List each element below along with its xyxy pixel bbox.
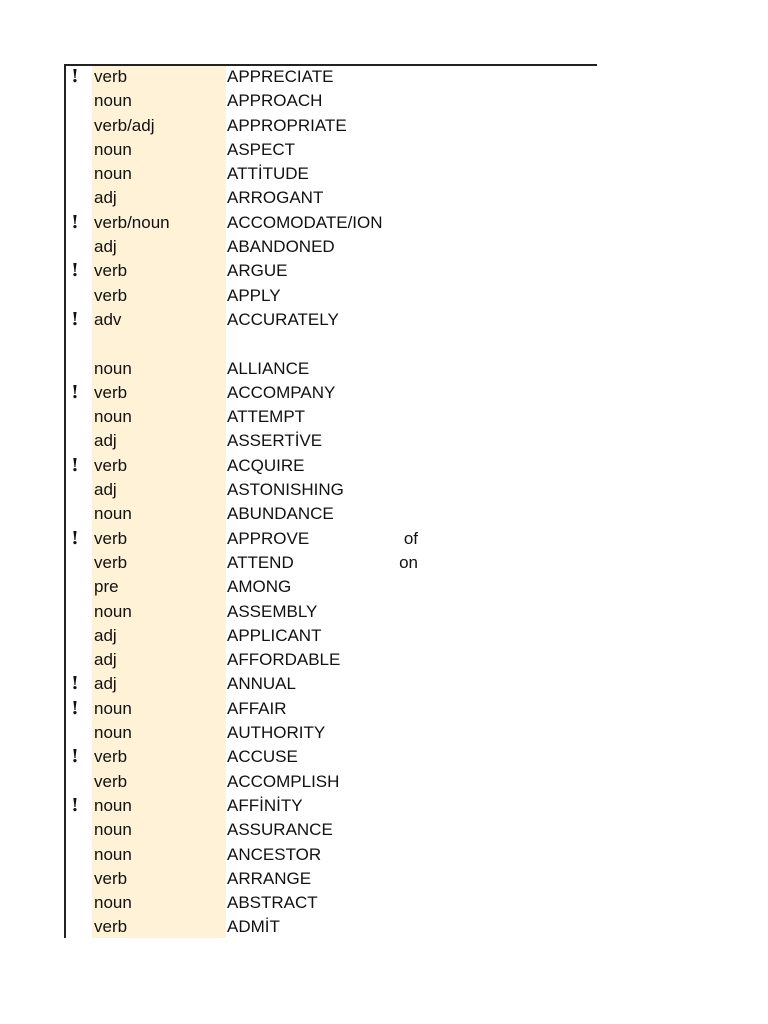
table-row xyxy=(66,405,596,429)
table-row xyxy=(66,211,596,235)
vocabulary-word: ALLIANCE xyxy=(227,358,310,378)
table-row xyxy=(66,624,596,648)
table-row xyxy=(66,891,596,915)
vocabulary-word: ACCUSE xyxy=(227,747,298,767)
part-of-speech: noun xyxy=(94,407,132,427)
part-of-speech: adj xyxy=(94,625,117,645)
part-of-speech: verb xyxy=(94,382,128,402)
table-row xyxy=(66,818,596,842)
part-of-speech: verb xyxy=(94,771,128,791)
vocabulary-word: ASTONISHING xyxy=(227,480,344,500)
important-mark: ! xyxy=(71,211,79,233)
part-of-speech: noun xyxy=(94,893,132,913)
important-mark: ! xyxy=(71,697,79,719)
important-mark: ! xyxy=(71,527,79,549)
vocabulary-word: APPROACH xyxy=(227,91,323,111)
vocabulary-word: ABSTRACT xyxy=(227,893,318,913)
part-of-speech: noun xyxy=(94,358,132,378)
table-row xyxy=(66,648,596,672)
table-row xyxy=(66,770,596,794)
table-row xyxy=(66,575,596,599)
part-of-speech: noun xyxy=(94,601,132,621)
table-row xyxy=(66,308,596,332)
vocabulary-word: ATTEND xyxy=(227,552,294,572)
table-row xyxy=(66,357,596,381)
important-mark: ! xyxy=(71,454,79,476)
part-of-speech: verb xyxy=(94,552,128,572)
part-of-speech: verb xyxy=(94,868,128,888)
vocabulary-word: ATTİTUDE xyxy=(227,164,309,184)
part-of-speech: adj xyxy=(94,480,117,500)
table-row xyxy=(66,89,596,113)
vocabulary-word: ACCOMPANY xyxy=(227,382,336,402)
part-of-speech: verb xyxy=(94,917,128,937)
part-of-speech: verb xyxy=(94,528,128,548)
table-row xyxy=(66,600,596,624)
table-row xyxy=(66,186,596,210)
part-of-speech: noun xyxy=(94,820,132,840)
part-of-speech: noun xyxy=(94,844,132,864)
table-row xyxy=(66,162,596,186)
part-of-speech: noun xyxy=(94,723,132,743)
part-of-speech: verb xyxy=(94,67,128,86)
part-of-speech: noun xyxy=(94,504,132,524)
part-of-speech: noun xyxy=(94,91,132,111)
table-row xyxy=(66,745,596,769)
vocabulary-word: ATTEMPT xyxy=(227,407,306,427)
part-of-speech: verb xyxy=(94,747,128,767)
vocabulary-word: APPROVE xyxy=(227,528,310,548)
part-of-speech: adj xyxy=(94,431,117,451)
vocabulary-word: APPLY xyxy=(227,285,281,305)
part-of-speech: adj xyxy=(94,188,117,208)
part-of-speech: noun xyxy=(94,698,132,718)
part-of-speech: verb/adj xyxy=(94,115,155,135)
preposition: of xyxy=(403,528,418,548)
table-row xyxy=(66,284,596,308)
important-mark: ! xyxy=(71,260,79,282)
part-of-speech: pre xyxy=(94,577,119,597)
vocabulary-word: ACCOMODATE/ION xyxy=(227,212,383,232)
part-of-speech: verb xyxy=(94,261,128,281)
vocabulary-word: ASSURANCE xyxy=(227,820,333,840)
vocabulary-word: APPRECIATE xyxy=(227,67,334,86)
part-of-speech: noun xyxy=(94,164,132,184)
vocabulary-word: AUTHORITY xyxy=(227,723,326,743)
vocabulary-word: AFFİNİTY xyxy=(227,795,303,815)
table-row xyxy=(66,721,596,745)
table-row xyxy=(66,259,596,283)
part-of-speech: verb xyxy=(94,285,128,305)
table-row xyxy=(66,114,596,138)
table-row xyxy=(66,138,596,162)
table-row xyxy=(66,381,596,405)
vocabulary-word: ACCURATELY xyxy=(227,309,339,329)
vocabulary-word: ANNUAL xyxy=(227,674,296,694)
table-row xyxy=(66,794,596,818)
table-row xyxy=(66,235,596,259)
table-row xyxy=(66,527,596,551)
vocabulary-word: AMONG xyxy=(227,577,292,597)
vocabulary-word: ACCOMPLISH xyxy=(227,771,340,791)
vocabulary-word: AFFORDABLE xyxy=(227,650,341,670)
vocabulary-word: ADMİT xyxy=(227,917,280,937)
table-row xyxy=(66,867,596,891)
important-mark: ! xyxy=(71,746,79,768)
vocabulary-word: ABANDONED xyxy=(227,237,335,257)
vocabulary-table xyxy=(66,65,596,940)
vocabulary-word: AFFAIR xyxy=(227,698,287,718)
table-row xyxy=(66,551,596,575)
part-of-speech: adj xyxy=(94,674,117,694)
vocabulary-word: ARROGANT xyxy=(227,188,324,208)
part-of-speech: noun xyxy=(94,795,132,815)
important-mark: ! xyxy=(71,381,79,403)
part-of-speech: adv xyxy=(94,309,122,329)
vocabulary-word: ARGUE xyxy=(227,261,288,281)
vocabulary-word: APPROPRIATE xyxy=(227,115,347,135)
table-row xyxy=(66,65,596,89)
important-mark: ! xyxy=(71,66,79,87)
vocabulary-word: ASSEMBLY xyxy=(227,601,318,621)
vocabulary-word: ASSERTİVE xyxy=(227,431,323,451)
vocabulary-word: ANCESTOR xyxy=(227,844,322,864)
part-of-speech: noun xyxy=(94,139,132,159)
table-row xyxy=(66,672,596,696)
important-mark: ! xyxy=(71,673,79,695)
part-of-speech: verb/noun xyxy=(94,212,170,232)
table-row xyxy=(66,915,596,939)
vocabulary-word: ARRANGE xyxy=(227,868,312,888)
part-of-speech: adj xyxy=(94,237,117,257)
table-row xyxy=(66,429,596,453)
table-row-empty xyxy=(66,332,596,356)
important-mark: ! xyxy=(71,794,79,816)
table-row xyxy=(66,843,596,867)
preposition: on xyxy=(399,552,418,572)
table-row xyxy=(66,478,596,502)
vocabulary-word: APPLICANT xyxy=(227,625,322,645)
vocabulary-word: ASPECT xyxy=(227,139,296,159)
important-mark: ! xyxy=(71,308,79,330)
part-of-speech: verb xyxy=(94,455,128,475)
part-of-speech: adj xyxy=(94,650,117,670)
table-row xyxy=(66,454,596,478)
table-row xyxy=(66,502,596,526)
table-row xyxy=(66,697,596,721)
vocabulary-word: ABUNDANCE xyxy=(227,504,334,524)
vocabulary-word: ACQUIRE xyxy=(227,455,305,475)
